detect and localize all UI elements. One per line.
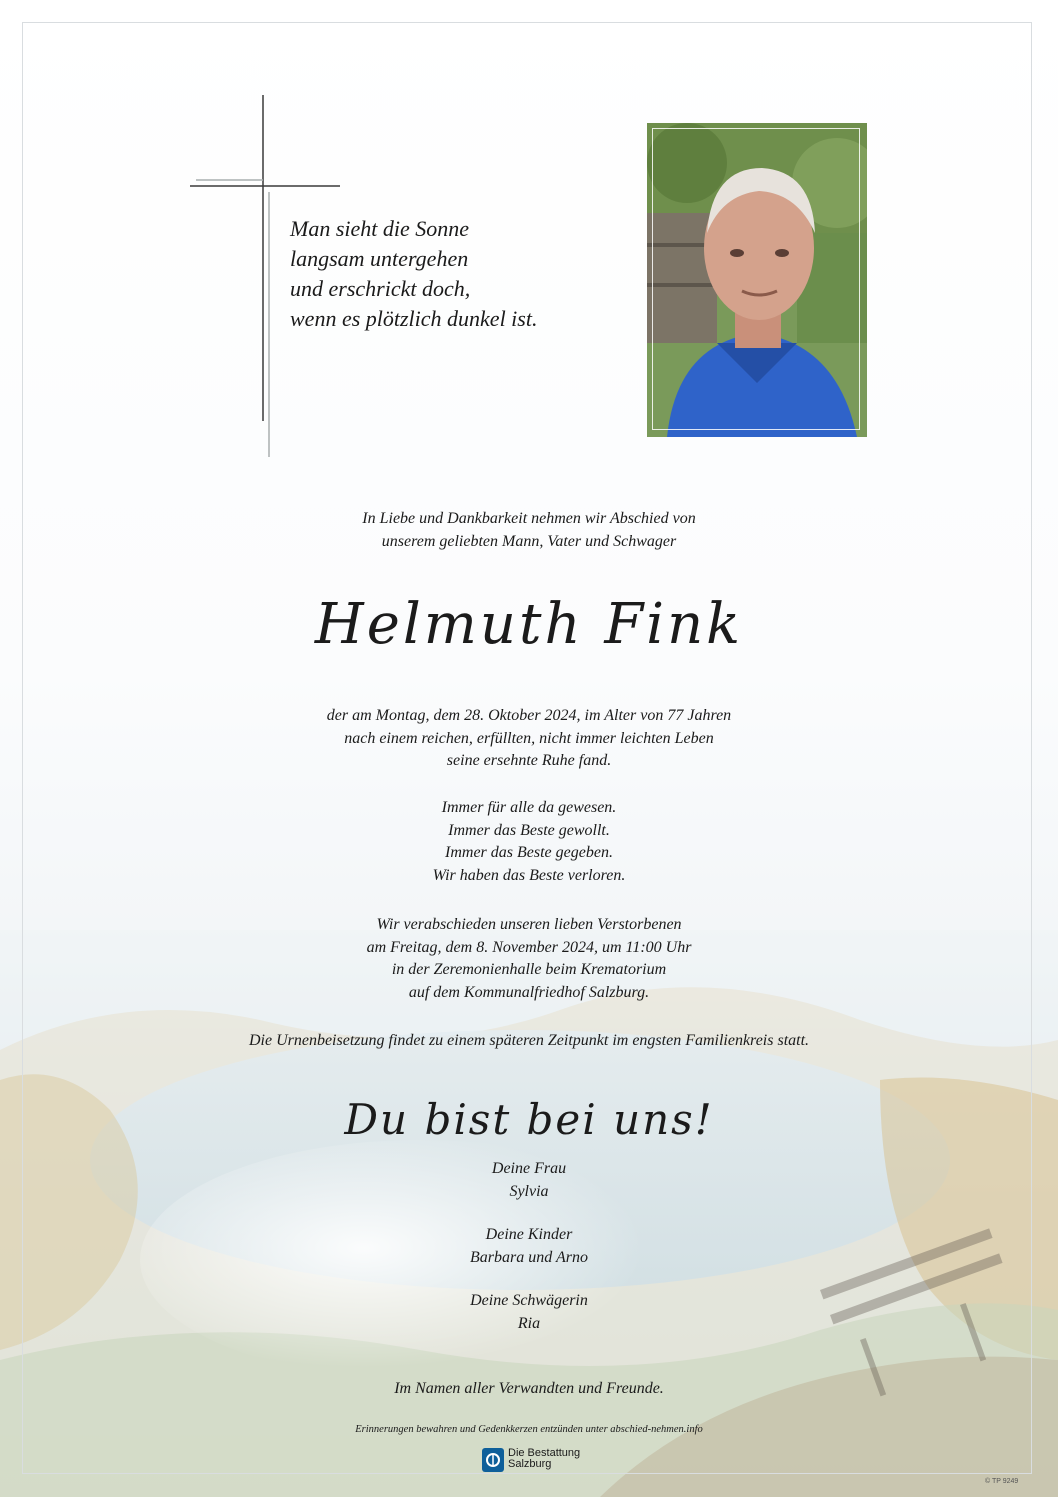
mourner-relation: Deine Kinder [485, 1226, 573, 1243]
bestattung-logo-icon [482, 1448, 504, 1472]
funeral-home-logo [482, 1448, 592, 1476]
copyright: © TP 9249 [985, 1478, 1019, 1485]
portrait-photo [647, 123, 867, 437]
logo-text [508, 1448, 580, 1470]
photo-inner-border [652, 128, 860, 430]
death-notice-line: seine ersehnte Ruhe fand. [446, 752, 612, 769]
mourner-names: Barbara und Arno [470, 1248, 588, 1266]
motto: Du bist bei uns! [344, 1095, 714, 1144]
quote-line: Man sieht die Sonne [290, 216, 470, 241]
death-notice-line: nach einem reichen, erfüllten, nicht immer leichten Leben [344, 729, 714, 747]
mourner-group [0, 1290, 1058, 1335]
verse-line: Immer das Beste gewollt. [448, 821, 610, 839]
farewell-line: auf dem Kommunalfriedhof Salzburg. [408, 983, 650, 1001]
intro-line: In Liebe und Dankbarkeit nehmen wir Abschied von [362, 510, 696, 527]
intro-text [0, 508, 1058, 553]
quote-line: wenn es plötzlich dunkel ist. [290, 306, 538, 331]
urn-note [0, 1030, 1058, 1053]
mourner-relation: Deine Frau [491, 1160, 567, 1177]
quote-line: und erschrickt doch, [290, 276, 471, 301]
verse-line: Wir haben das Beste verloren. [432, 866, 626, 884]
farewell-line: Wir verabschieden unseren lieben Verstorbenen [376, 916, 682, 933]
closing-text: Im Namen aller Verwandten und Freunde. [394, 1380, 664, 1397]
mourner-group [0, 1158, 1058, 1203]
mourner-relation: Deine Schwägerin [470, 1292, 588, 1309]
memorial-quote [290, 214, 630, 334]
mourner-names: Ria [517, 1314, 541, 1332]
verse [0, 797, 1058, 887]
death-notice-line: der am Montag, dem 28. Oktober 2024, im Alter von 77 Jahren [326, 707, 732, 724]
farewell-details [0, 914, 1058, 1004]
verse-line: Immer das Beste gegeben. [445, 844, 613, 861]
logo-line: Salzburg [508, 1458, 552, 1470]
mourner-group [0, 1224, 1058, 1269]
mourner-names: Sylvia [509, 1182, 549, 1200]
logo-line: Die Bestattung [508, 1447, 581, 1459]
deceased-name: Helmuth Fink [314, 592, 744, 657]
verse-line: Immer für alle da gewesen. [441, 799, 617, 816]
urn-note-line: Die Urnenbeisetzung findet zu einem späteren Zeitpunkt im engsten Familienkreis statt. [248, 1032, 810, 1049]
farewell-line: in der Zeremonienhalle beim Krematorium [391, 961, 667, 978]
intro-line: unserem geliebten Mann, Vater und Schwager [381, 532, 677, 550]
quote-line: langsam untergehen [290, 246, 469, 271]
farewell-line: am Freitag, dem 8. November 2024, um 11:00 Uhr [366, 938, 692, 956]
footer-note: Erinnerungen bewahren und Gedenkkerzen entzünden unter abschied-nehmen.info [355, 1424, 703, 1435]
death-notice [0, 705, 1058, 773]
closing-line [0, 1378, 1058, 1401]
